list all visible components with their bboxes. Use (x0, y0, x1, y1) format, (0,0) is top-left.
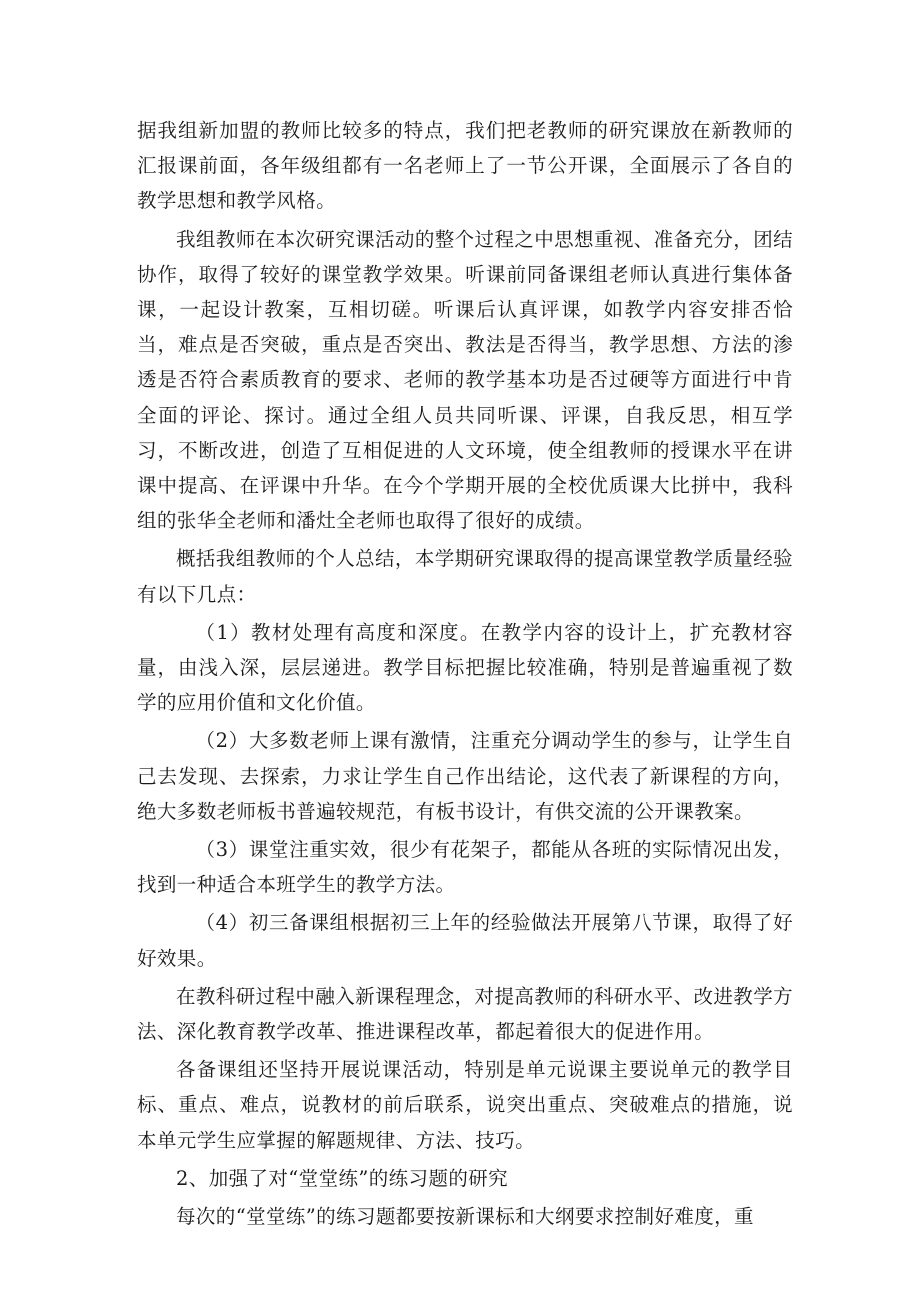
list-item-2: （2）大多数老师上课有激情，注重充分调动学生的参与，让学生自己去发现、去探索，力求让学生自己作出结论，这代表了新课程的方向，绝大多数老师板书普遍较规范，有板书设计，有供交流的公开课教案。 (137, 729, 793, 823)
document-body (137, 113, 793, 1234)
paragraph-5: 各备课组还坚持开展说课活动，特别是单元说课主要说单元的教学目标、重点、难点，说教材的前后联系，说突出重点、突破难点的措施，说本单元学生应掌握的解题规律、方法、技巧。 (137, 1058, 793, 1152)
list-item-3: （3）课堂注重实效，很少有花架子，都能从各班的实际情况出发，找到一种适合本班学生的教学方法。 (137, 838, 793, 897)
list-item-4: （4）初三备课组根据初三上年的经验做法开展第八节课，取得了好好效果。 (137, 911, 793, 970)
paragraph-3: 概括我组教师的个人总结，本学期研究课取得的提高课堂教学质量经验有以下几点： (137, 547, 793, 606)
paragraph-1: 据我组新加盟的教师比较多的特点，我们把老教师的研究课放在新教师的汇报课前面，各年级组都有一名老师上了一节公开课，全面展示了各自的教学思想和教学风格。 (137, 119, 793, 213)
paragraph-6: 每次的“堂堂练”的练习题都要按新课标和大纲要求控制好难度，重 (176, 1205, 754, 1229)
list-item-1: （1）教材处理有高度和深度。在教学内容的设计上，扩充教材容量，由浅入深，层层递进。教学目标把握比较准确，特别是普遍重视了数学的应用价值和文化价值。 (137, 620, 793, 715)
section-heading: 2、加强了对“堂堂练”的练习题的研究 (176, 1166, 509, 1190)
paragraph-4: 在教科研过程中融入新课程理念，对提高教师的科研水平、改进教学方法、深化教育教学改革、推进课程改革，都起着很大的促进作用。 (137, 984, 793, 1044)
paragraph-2: 我组教师在本次研究课活动的整个过程之中思想重视、准备充分，团结协作，取得了较好的课堂教学效果。听课前同备课组老师认真进行集体备课，一起设计教案，互相切磋。听课后认真评课，如教学内容安排否恰当，难点是否突破，重点是否突出、教法是否得当，教学思想、方法的渗透是否符合素质教育的要求、老师的教学基本功是否过硬等方面进行中肯全面的评论、探讨。通过全组人员共同听课、评课，自我反思，相互学习，不断改进，创造了互相促进的人文环境，使全组教师的授课水平在讲课中提高、在评课中升华。在今个学期开展的全校优质课大比拼中，我科组的张华全老师和潘灶全老师也取得了很好的成绩。 (137, 227, 793, 533)
